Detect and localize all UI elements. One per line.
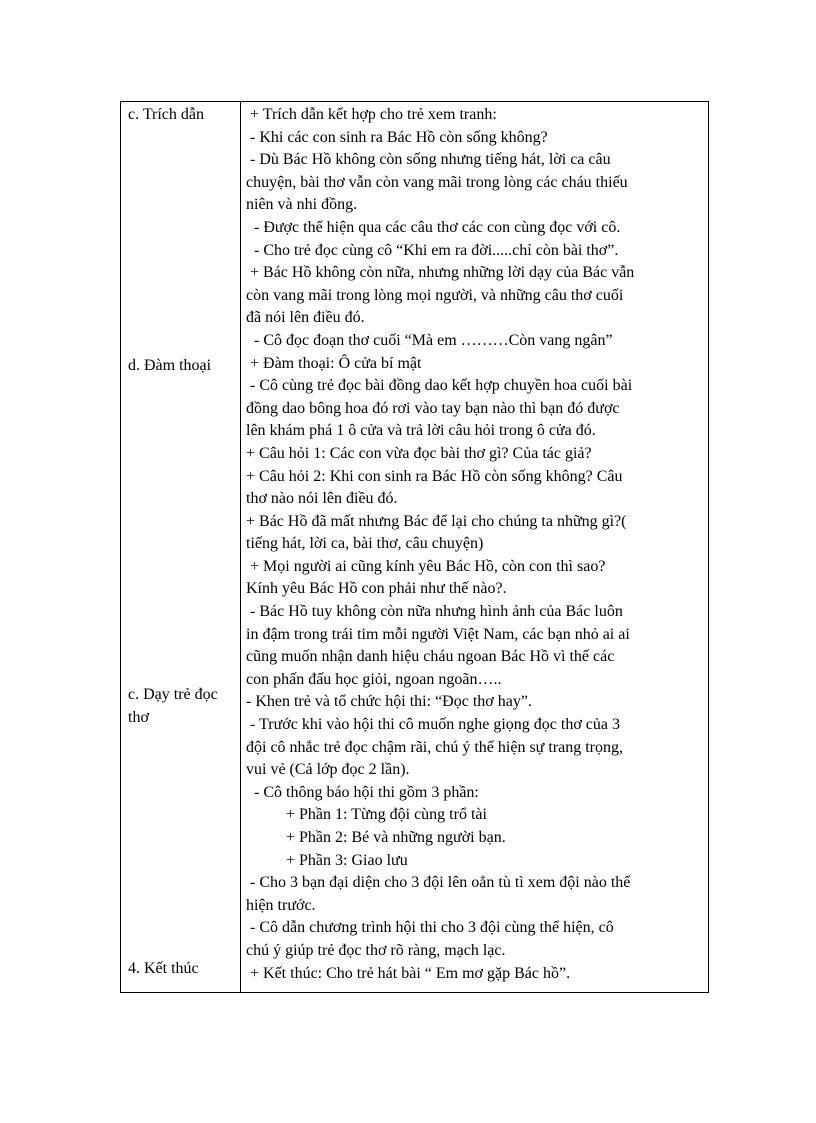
content-line: thơ nào nói lên điều đó. <box>246 490 398 508</box>
content-line: + Câu hỏi 2: Khi con sinh ra Bác Hồ còn sống không? Câu <box>246 467 623 485</box>
content-line: + Phần 3: Giao lưu <box>246 851 408 869</box>
content-line: - Khen trẻ và tổ chức hội thi: “Đọc thơ hay”. <box>246 693 532 711</box>
label-dam-thoai: d. Đàm thoại <box>128 357 212 374</box>
content-line: tiếng hát, lời ca, bài thơ, câu chuyện) <box>246 535 484 553</box>
content-line: - Bác Hồ tuy không còn nữa nhưng hình ảnh của Bác luôn <box>246 603 623 621</box>
content-line: con phấn đấu học giỏi, ngoan ngoãn….. <box>246 670 502 688</box>
content-line: + Phần 2: Bé và những người bạn. <box>246 829 506 846</box>
content-line: - Cô dẫn chương trình hội thi cho 3 đội cùng thể hiện, cô <box>246 919 614 937</box>
content-line: + Bác Hồ không còn nữa, nhưng những lời dạy của Bác vẫn <box>246 264 635 282</box>
content-line: - Khi các con sinh ra Bác Hồ còn sống không? <box>246 128 548 146</box>
content-line: - Cô đọc đoạn thơ cuối “Mà em ………Còn vang ngân” <box>246 331 613 349</box>
content-line: đã nói lên điều đó. <box>246 309 365 327</box>
content-line: Kính yêu Bác Hồ con phải như thế nào?. <box>246 580 507 598</box>
content-line: niên và nhi đồng. <box>246 196 358 214</box>
content-line: + Phần 1: Từng đội cùng trổ tài <box>246 806 487 824</box>
label-trich-dan: c. Trích dẫn <box>128 106 204 123</box>
content-line: + Câu hỏi 1: Các con vừa đọc bài thơ gì? Của tác giả? <box>246 444 592 462</box>
label-day-tre-doc-tho: c. Dạy trẻ đọc thơ <box>128 686 218 726</box>
content-line: + Đàm thoại: Ô cửa bí mật <box>246 354 422 372</box>
lesson-plan-table <box>120 101 709 993</box>
content-line: hiện trước. <box>246 896 316 914</box>
content-line: - Cho trẻ đọc cùng cô “Khi em ra đời.....chỉ còn bài thơ”. <box>246 241 619 259</box>
content-line: đội cô nhắc trẻ đọc chậm rãi, chú ý thể hiện sự trang trọng, <box>246 738 623 756</box>
content-line: đồng dao bông hoa đó rơi vào tay bạn nào thì bạn đó được <box>246 399 620 417</box>
content-line: - Trước khi vào hội thi cô muốn nghe giọng đọc thơ của 3 <box>246 716 620 734</box>
content-line: chuyện, bài thơ vẫn còn vang mãi trong lòng các cháu thiếu <box>246 173 628 191</box>
content-line: + Kết thúc: Cho trẻ hát bài “ Em mơ gặp Bác hồ”. <box>246 964 571 982</box>
content-line: - Cho 3 bạn đại diện cho 3 đội lên oẳn tù tì xem đội nào thể <box>246 874 631 892</box>
content-line: vui vẻ (Cả lớp đọc 2 lần). <box>246 761 410 779</box>
content-line: - Dù Bác Hồ không còn sống nhưng tiếng hát, lời ca câu <box>246 151 611 169</box>
content-line: + Bác Hồ đã mất nhưng Bác để lại cho chúng ta những gì?( <box>246 512 627 530</box>
content-line: - Cô thông báo hội thi gồm 3 phần: <box>246 783 479 801</box>
column-divider <box>240 102 241 992</box>
content-line: + Mọi người ai cũng kính yêu Bác Hồ, còn con thì sao? <box>246 557 606 575</box>
content-line: - Cô cùng trẻ đọc bài đồng dao kết hợp chuyền hoa cuối bài <box>246 377 633 395</box>
content-line: + Trích dẫn kết hợp cho trẻ xem tranh: <box>246 106 497 123</box>
content-line: in đậm trong trái tim mỗi người Việt Nam, các bạn nhỏ ai ai <box>246 625 630 643</box>
content-line: còn vang mãi trong lòng mọi người, và những câu thơ cuối <box>246 286 624 304</box>
content-line: cũng muốn nhận danh hiệu cháu ngoan Bác Hồ vì thế các <box>246 648 615 666</box>
content-line: - Được thể hiện qua các câu thơ các con cùng đọc với cô. <box>246 218 621 236</box>
content-line: chú ý giúp trẻ đọc thơ rõ ràng, mạch lạc. <box>246 941 506 959</box>
content-line: lên khám phá 1 ô cửa và trả lời câu hỏi trong ô cửa đó. <box>246 422 596 440</box>
content-column <box>246 104 706 985</box>
label-ket-thuc: 4. Kết thúc <box>128 960 199 977</box>
